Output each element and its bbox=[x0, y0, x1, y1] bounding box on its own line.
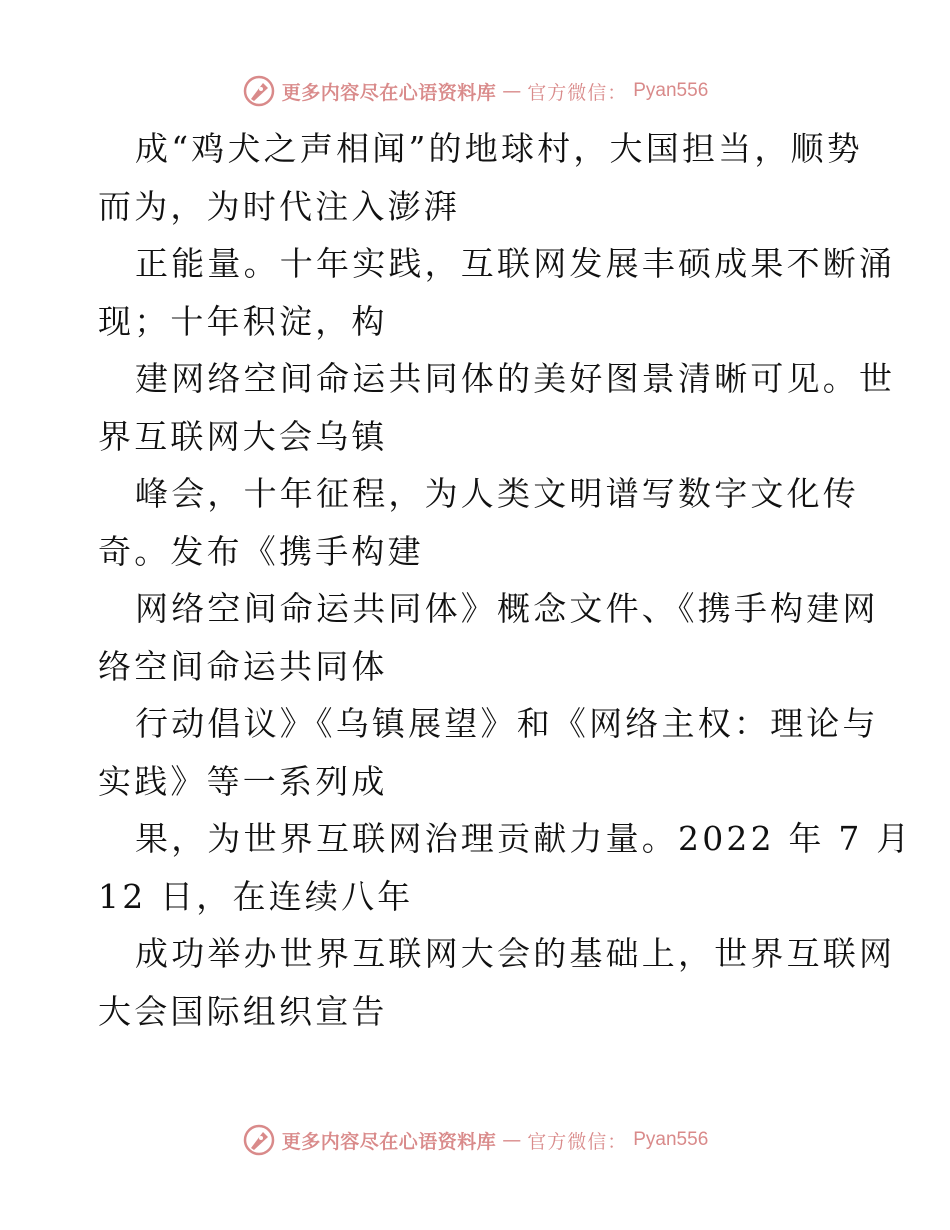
watermark-separator: — bbox=[502, 1129, 522, 1151]
body-line: 网络空间命运共同体》概念文件、《携手构建网 bbox=[135, 589, 879, 628]
body-line: 成功举办世界互联网大会的基础上，世界互联网 bbox=[135, 934, 896, 973]
body-line: 12 日，在连续八年 bbox=[98, 876, 414, 916]
body-line: 正能量。十年实践，互联网发展丰硕成果不断涌 bbox=[135, 244, 896, 283]
watermark-site-text: 更多内容尽在心语资料库 bbox=[281, 1130, 497, 1153]
body-line: 行动倡议》《乌镇展望》和《网络主权：理论与 bbox=[135, 704, 879, 743]
footer-watermark bbox=[0, 1120, 950, 1160]
pen-nib-logo-icon bbox=[242, 74, 276, 108]
body-line: 建网络空间命运共同体的美好图景清晰可见。世 bbox=[135, 359, 896, 398]
watermark-wechat-label: 官方微信： bbox=[527, 81, 628, 104]
body-line: 界互联网大会乌镇 bbox=[98, 416, 388, 456]
body-line: 现；十年积淀，构 bbox=[98, 301, 388, 341]
body-line: 成“鸡犬之声相闻”的地球村，大国担当，顺势 bbox=[135, 129, 863, 168]
body-line: 果，为世界互联网治理贡献力量。2022 年 7 月 bbox=[135, 819, 913, 858]
watermark-wechat-label: 官方微信： bbox=[527, 1130, 628, 1153]
body-line: 实践》等一系列成 bbox=[98, 761, 388, 801]
watermark-separator: — bbox=[502, 80, 522, 102]
pen-nib-logo-icon bbox=[242, 1123, 276, 1157]
body-line: 峰会，十年征程，为人类文明谱写数字文化传 bbox=[135, 474, 859, 513]
body-line: 络空间命运共同体 bbox=[98, 646, 388, 686]
watermark-wechat-id: Pyan556 bbox=[633, 1129, 709, 1150]
body-line: 奇。发布《携手构建 bbox=[98, 531, 424, 571]
body-line: 而为，为时代注入澎湃 bbox=[98, 186, 460, 226]
watermark-wechat-id: Pyan556 bbox=[633, 80, 709, 101]
header-watermark bbox=[0, 71, 950, 111]
document-body bbox=[98, 120, 913, 1040]
watermark-site-text: 更多内容尽在心语资料库 bbox=[281, 81, 497, 104]
body-line: 大会国际组织宣告 bbox=[98, 991, 388, 1031]
